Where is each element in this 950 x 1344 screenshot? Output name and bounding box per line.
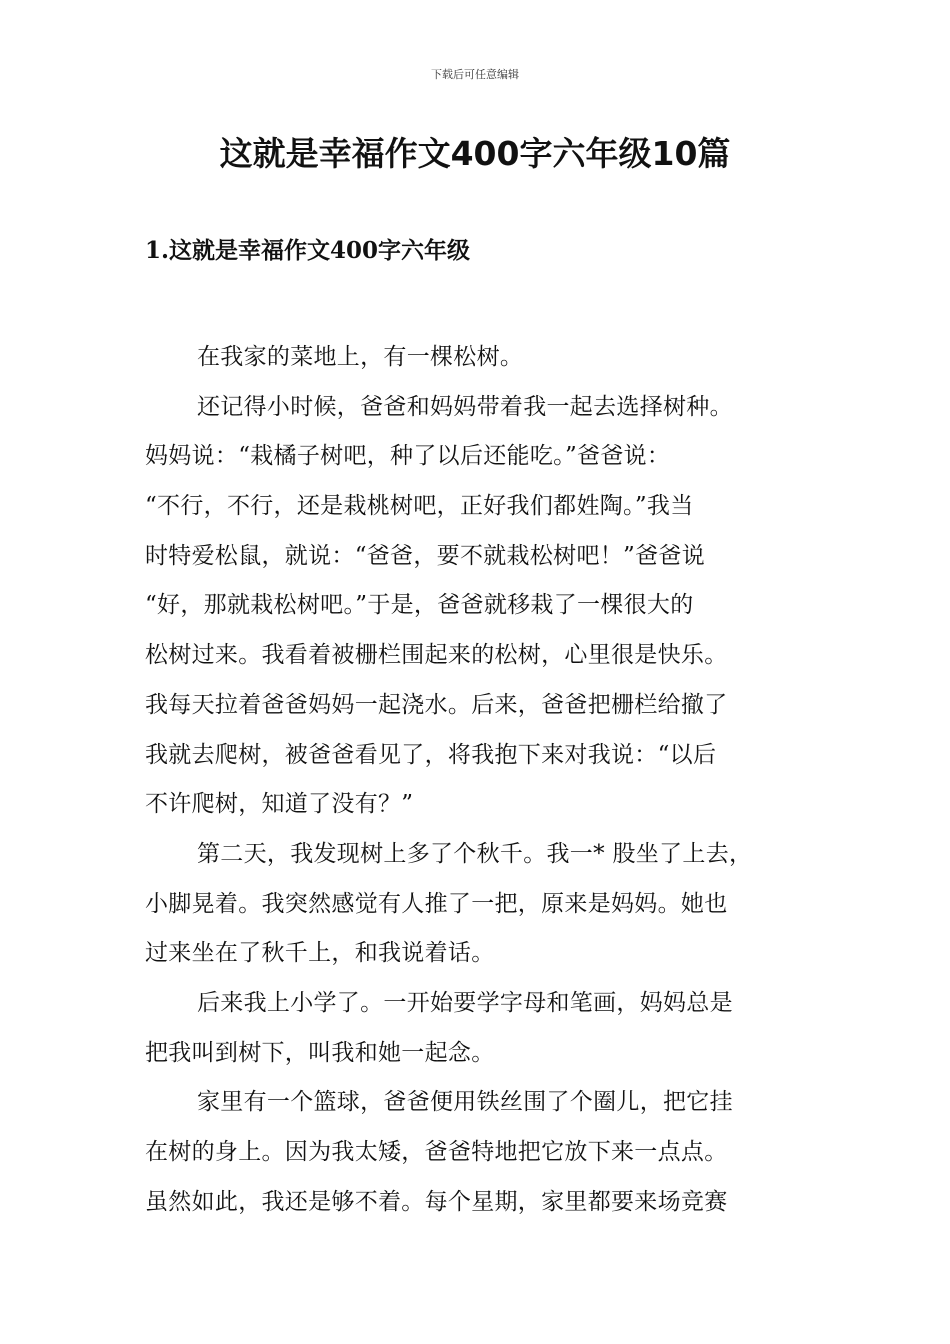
text-line: 过来坐在了秋千上，和我说着话。 (145, 940, 495, 967)
header-note: 下载后可任意编辑 (431, 68, 519, 81)
text-line: 第二天，我发现树上多了个秋千。我一* 股坐了上去， (197, 840, 753, 867)
text-line: 小脚晃着。我突然感觉有人推了一把，原来是妈妈。她也 (145, 890, 728, 917)
text-line: 在树的身上。因为我太矮，爸爸特地把它放下来一点点。 (145, 1139, 728, 1165)
text-line: “不行，不行，还是栽桃树吧，正好我们都姓陶。”我当 (145, 493, 694, 520)
text-line: 妈妈说：“栽橘子树吧，种了以后还能吃。”爸爸说： (145, 443, 671, 470)
text-line: 时特爱松鼠，就说：“爸爸，要不就栽松树吧！”爸爸说 (145, 542, 706, 569)
section-heading: 1.这就是幸福作文400字六年级 (145, 237, 471, 264)
text-line: 不许爬树，知道了没有？” (145, 791, 414, 818)
text-line: “好，那就栽松树吧。”于是，爸爸就移栽了一棵很大的 (145, 592, 694, 619)
text-line: 在我家的菜地上，有一棵松树。 (197, 344, 524, 370)
text-line: 把我叫到树下，叫我和她一起念。 (145, 1039, 495, 1066)
text-line: 家里有一个篮球，爸爸便用铁丝围了个圈儿，把它挂 (197, 1089, 733, 1116)
text-line: 后来我上小学了。一开始要学字母和笔画，妈妈总是 (197, 989, 733, 1016)
text-line: 我每天拉着爸爸妈妈一起浇水。后来，爸爸把栅栏给撤了 (145, 691, 728, 718)
text-line: 我就去爬树，被爸爸看见了，将我抱下来对我说：“以后 (145, 741, 717, 768)
text-line: 还记得小时候，爸爸和妈妈带着我一起去选择树种。 (197, 393, 733, 420)
text-line: 虽然如此，我还是够不着。每个星期，家里都要来场竞赛 (145, 1188, 728, 1215)
text-line: 松树过来。我看着被栅栏围起来的松树，心里很是快乐。 (145, 642, 728, 669)
document-title: 这就是幸福作文400字六年级10篇 (219, 134, 731, 173)
body-text (145, 333, 815, 1227)
